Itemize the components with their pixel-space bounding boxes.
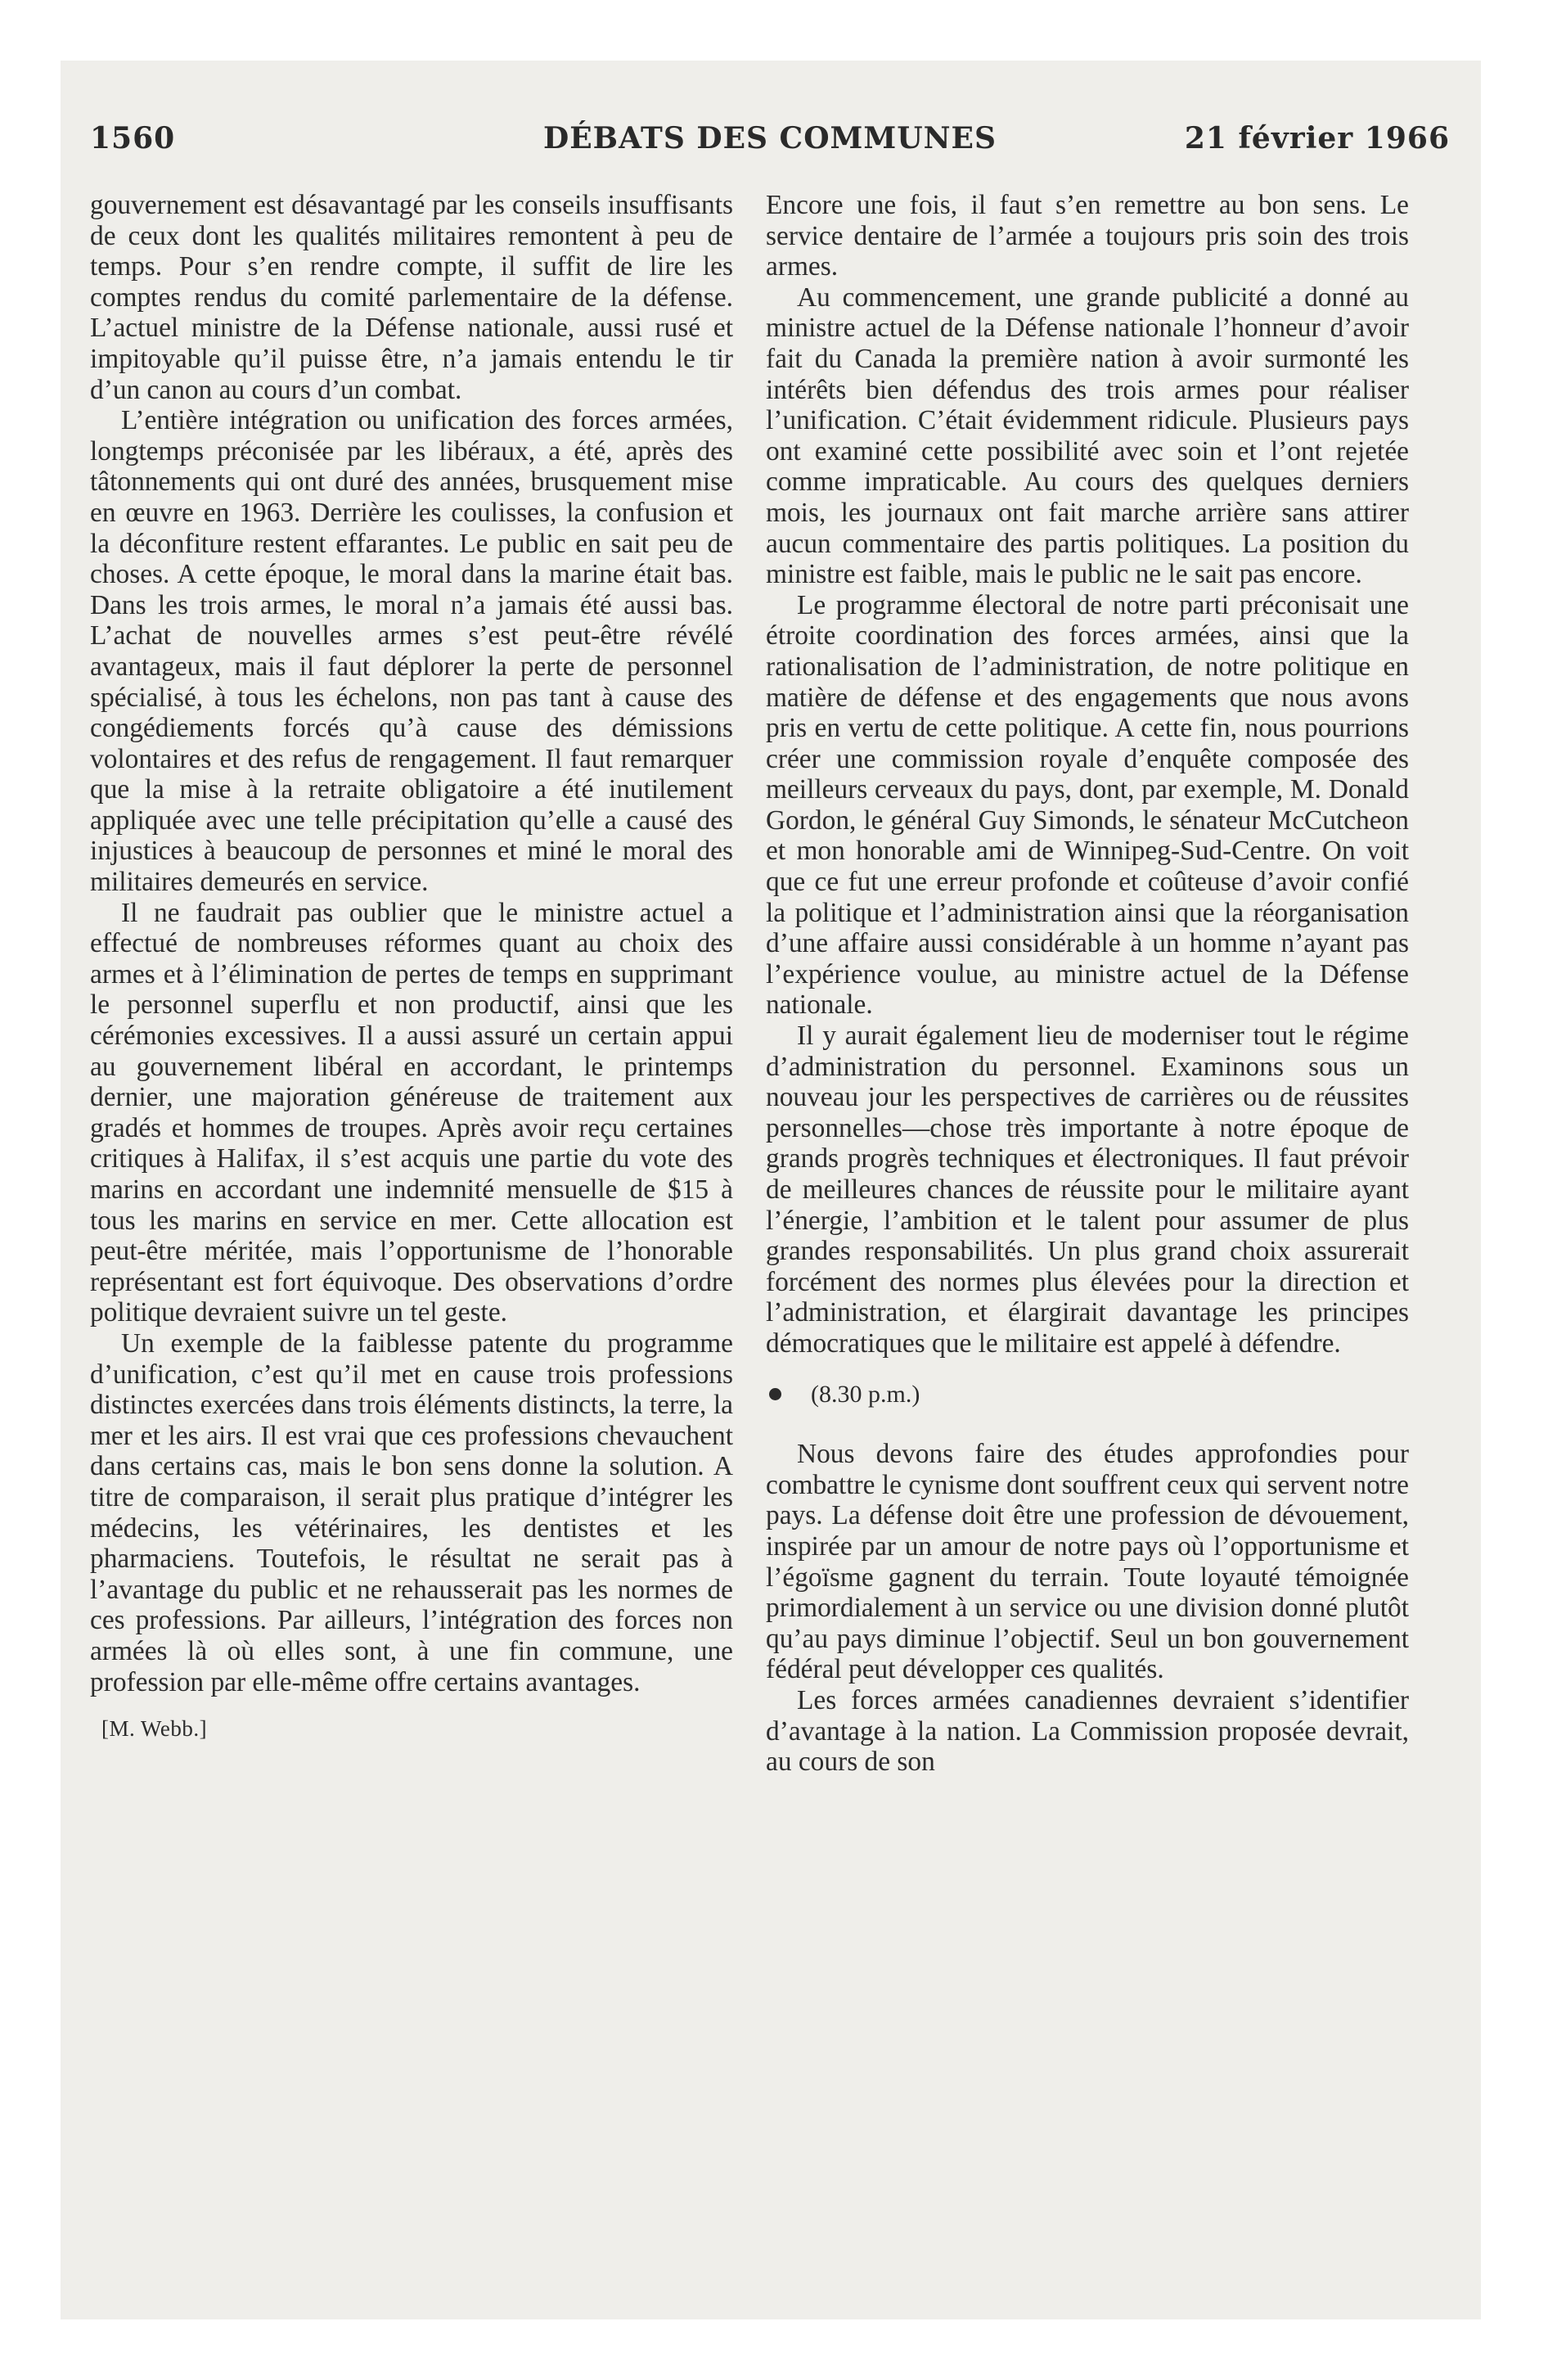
paragraph: Les forces armées canadiennes devraient s’identifier d’avantage à la nation. La Commission proposée devrait, au cours de son [766,1684,1409,1778]
left-column [90,190,733,1745]
right-column [766,190,1409,1778]
time-marker [766,1379,1409,1410]
paragraph: Il y aurait également lieu de moderniser tout le régime d’administration du personnel. Examinons sous un nouveau jour les perspectives de carrières ou de réussites personnelles—chose très importante à notre époque de grands progrès techniques et électroniques. Il faut prévoir de meilleures chances de réussite pour le militaire ayant l’énergie, l’ambition et le talent pour assumer de plus grandes responsabilités. Un plus grand choix assurerait forcément des normes plus élevées pour la direction et l’administration, et élargirait davantage les principes démocratiques que le militaire est appelé à défendre. [766,1021,1409,1359]
paragraph: Au commencement, une grande publicité a donné au ministre actuel de la Défense nationale l’honneur d’avoir fait du Canada la première nation à avoir surmonté les intérêts bien défendus des trois armes pour réaliser l’unification. C’était évidemment ridicule. Plusieurs pays ont examiné cette possibilité avec soin et l’ont rejetée comme impraticable. Au cours des quelques derniers mois, les journaux ont fait marche arrière sans attirer aucun commentaire des partis politiques. La position du ministre est faible, mais le public ne le sait pas encore. [766,282,1409,590]
bullet-icon [769,1388,781,1400]
page-number: 1560 [90,121,176,156]
paragraph: Le programme électoral de notre parti préconisait une étroite coordination des forces armées, ainsi que la rationalisation de l’administration, de notre politique en matière de défense et des engagements que nous avons pris en vertu de cette politique. A cette fin, nous pourrions créer une commission royale d’enquête composée des meilleurs cerveaux du pays, dont, par exemple, M. Donald Gordon, le général Guy Simonds, le sénateur McCutcheon et mon honorable ami de Winnipeg-Sud-Centre. On voit que ce fut une erreur profonde et coûteuse d’avoir confié la politique et l’administration ainsi que la réorganisation d’une affaire aussi considérable à un homme n’ayant pas l’expérience voulue, au ministre actuel de la Défense nationale. [766,589,1409,1021]
paragraph: Il ne faudrait pas oublier que le ministre actuel a effectué de nombreuses réformes quant au choix des armes et à l’élimination de pertes de temps en supprimant le personnel superflu et non productif, ainsi que les cérémonies excessives. Il a aussi assuré un certain appui au gouvernement libéral en accordant, le printemps dernier, une majoration généreuse de traitement aux gradés et hommes de troupes. Après avoir reçu certaines critiques à Halifax, il s’est acquis une partie du vote des marins en accordant une indemnité mensuelle de $15 à tous les marins en service en mer. Cette allocation est peut-être méritée, mais l’opportunisme de l’honorable représentant est fort équivoque. Des observations d’ordre politique devraient suivre un tel geste. [90,897,733,1328]
time-label: (8.30 p.m.) [811,1380,920,1408]
paragraph: Encore une fois, il faut s’en remettre au bon sens. Le service dentaire de l’armée a toujours pris soin des trois armes. [766,190,1409,282]
paragraph: Un exemple de la faiblesse patente du programme d’unification, c’est qu’il met en cause trois professions distinctes exercées dans trois éléments distincts, la terre, la mer et les airs. Il est vrai que ces professions chevauchent dans certains cas, mais le bon sens donne la solution. A titre de comparaison, il serait plus pratique d’intégrer les médecins, les vétérinaires, les dentistes et les pharmaciens. Toutefois, le résultat ne serait pas à l’avantage du public et ne rehausserait pas les normes de ces professions. Par ailleurs, l’intégration des forces non armées là où elles sont, à une fin commune, une profession par elle-même offre certains avantages. [90,1327,733,1697]
speaker-tag: [M. Webb.] [101,1716,208,1742]
paragraph: L’entière intégration ou unification des forces armées, longtemps préconisée par les libéraux, a été, après des tâtonnements qui ont duré des années, brusquement mise en œuvre en 1963. Derrière les coulisses, la confusion et la déconfiture restent effarantes. Le public en sait peu de choses. A cette époque, le moral dans la marine était bas. Dans les trois armes, le moral n’a jamais été aussi bas. L’achat de nouvelles armes s’est peut-être révélé avantageux, mais il faut déplorer la perte de personnel spécialisé, à tous les échelons, non pas tant à cause des congédiements forcés qu’à cause des démissions volontaires et des refus de rengagement. Il faut remarquer que la mise à la retraite obligatoire a été inutilement appliquée avec une telle précipitation qu’elle a causé des injustices à beaucoup de personnes et miné le moral des militaires demeurés en service. [90,405,733,898]
page-header [90,121,1450,162]
paragraph: gouvernement est désavantagé par les conseils insuffisants de ceux dont les qualités militaires remontent à peu de temps. Pour s’en rendre compte, il suffit de lire les comptes rendus du comité parlementaire de la défense. L’actuel ministre de la Défense nationale, aussi rusé et impitoyable qu’il puisse être, n’a jamais entendu le tir d’un canon au cours d’un combat. [90,190,733,405]
header-date: 21 février 1966 [1184,121,1450,156]
paragraph: Nous devons faire des études approfondies pour combattre le cynisme dont souffrent ceux qui servent notre pays. La défense doit être une profession de dévouement, inspirée par un amour de notre pays où l’opportunisme et l’égoïsme gagnent du terrain. Toute loyauté témoignée primordialement à un service ou une division donné plutôt qu’au pays diminue l’objectif. Seul un bon gouvernement fédéral peut développer ces qualités. [766,1439,1409,1685]
running-title: DÉBATS DES COMMUNES [542,121,997,156]
